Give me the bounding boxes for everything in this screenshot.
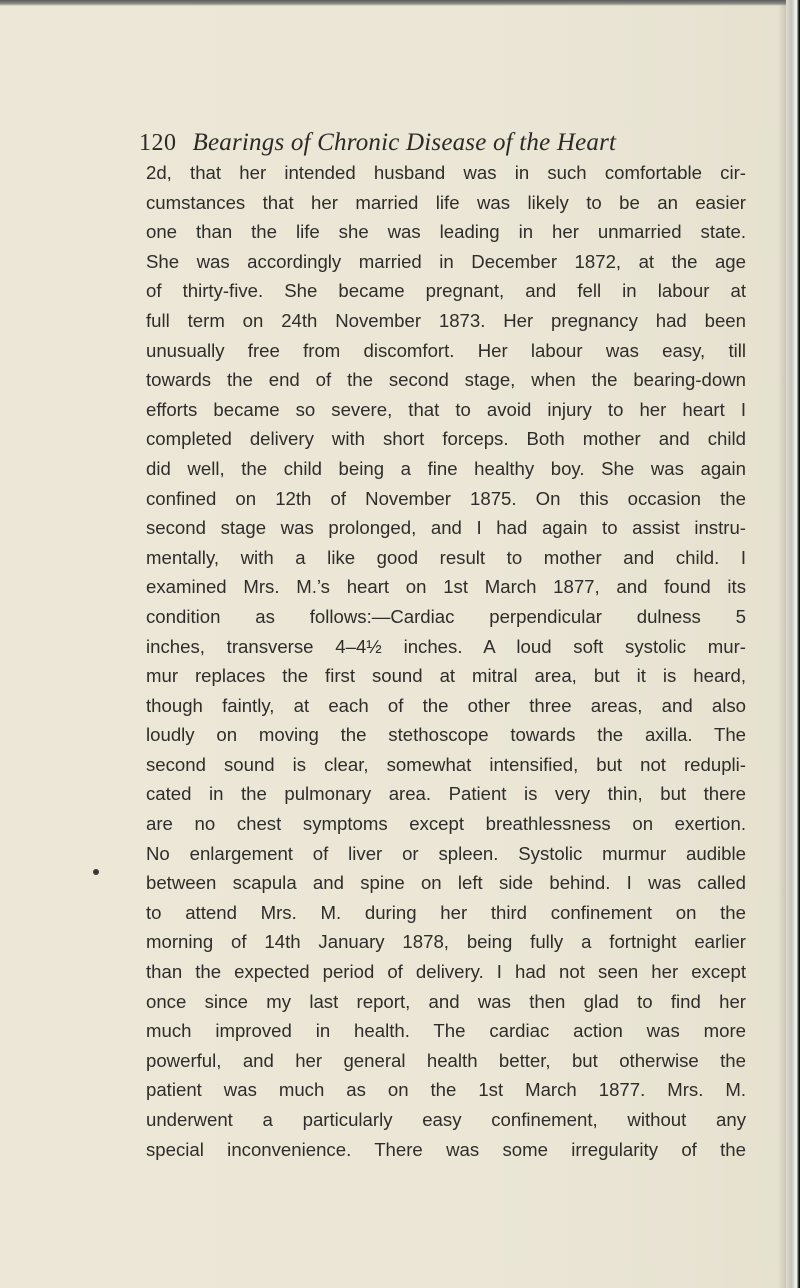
text-line: loudly on moving the stethoscope towards the axilla. The: [146, 724, 746, 746]
page-right-edge: [786, 0, 800, 1288]
text-line: though faintly, at each of the other three areas, and also: [146, 694, 746, 716]
text-line: full term on 24th November 1873. Her pregnancy had been: [146, 309, 746, 331]
text-line: did well, the child being a fine healthy boy. She was again: [146, 457, 746, 479]
text-line: once since my last report, and was then glad to find her: [146, 990, 746, 1012]
text-line: efforts became so severe, that to avoid injury to her heart I: [146, 398, 746, 420]
text-line: underwent a particularly easy confinement, without any: [146, 1109, 746, 1130]
text-line: towards the end of the second stage, when the bearing-down: [146, 369, 746, 391]
text-line: inches, transverse 4–4½ inches. A loud soft systolic mur-: [146, 635, 746, 657]
text-line: much improved in health. The cardiac action was more: [146, 1020, 746, 1042]
text-line: between scapula and spine on left side behind. I was called: [146, 872, 746, 894]
text-line: second sound is clear, somewhat intensified, but not redupli-: [146, 753, 746, 775]
text-line: to attend Mrs. M. during her third confinement on the: [146, 901, 746, 923]
text-line: mentally, with a like good result to mother and child. I: [146, 546, 746, 568]
text-line: powerful, and her general health better, but otherwise the: [146, 1049, 746, 1071]
page-top-edge: [0, 0, 800, 6]
text-line: 2d, that her intended husband was in such comfortable cir-: [146, 162, 746, 183]
text-line: than the expected period of delivery. I had not seen her except: [146, 961, 746, 983]
page-number: 120: [139, 130, 177, 156]
text-line: condition as follows:—Cardiac perpendicular dulness 5: [146, 605, 746, 627]
text-line: are no chest symptoms except breathlessness on exertion.: [146, 813, 746, 835]
text-line: patient was much as on the 1st March 1877. Mrs. M.: [146, 1079, 746, 1101]
text-line: confined on 12th of November 1875. On this occasion the: [146, 487, 746, 509]
text-line: of thirty-five. She became pregnant, and fell in labour at: [146, 280, 746, 302]
text-line: special inconvenience. There was some irregularity of the: [146, 1138, 746, 1160]
text-line: examined Mrs. M.’s heart on 1st March 1877, and found its: [146, 576, 746, 598]
page-right-shadow: [778, 0, 786, 1288]
body-text: [146, 158, 746, 1164]
text-line: cated in the pulmonary area. Patient is very thin, but there: [146, 783, 746, 805]
text-line: unusually free from discomfort. Her labour was easy, till: [146, 339, 746, 361]
text-line: She was accordingly married in December 1872, at the age: [146, 250, 746, 272]
text-line: one than the life she was leading in her unmarried state.: [146, 221, 746, 243]
running-title: Bearings of Chronic Disease of the Heart: [192, 129, 617, 156]
text-line: mur replaces the first sound at mitral area, but it is heard,: [146, 665, 746, 687]
stray-ink-mark: [93, 869, 99, 875]
text-line: No enlargement of liver or spleen. Systolic murmur audible: [146, 842, 746, 864]
text-line: completed delivery with short forceps. Both mother and child: [146, 428, 746, 450]
text-line: cumstances that her married life was likely to be an easier: [146, 191, 746, 213]
text-line: morning of 14th January 1878, being fully a fortnight earlier: [146, 931, 746, 953]
text-line: second stage was prolonged, and I had again to assist instru-: [146, 517, 746, 539]
